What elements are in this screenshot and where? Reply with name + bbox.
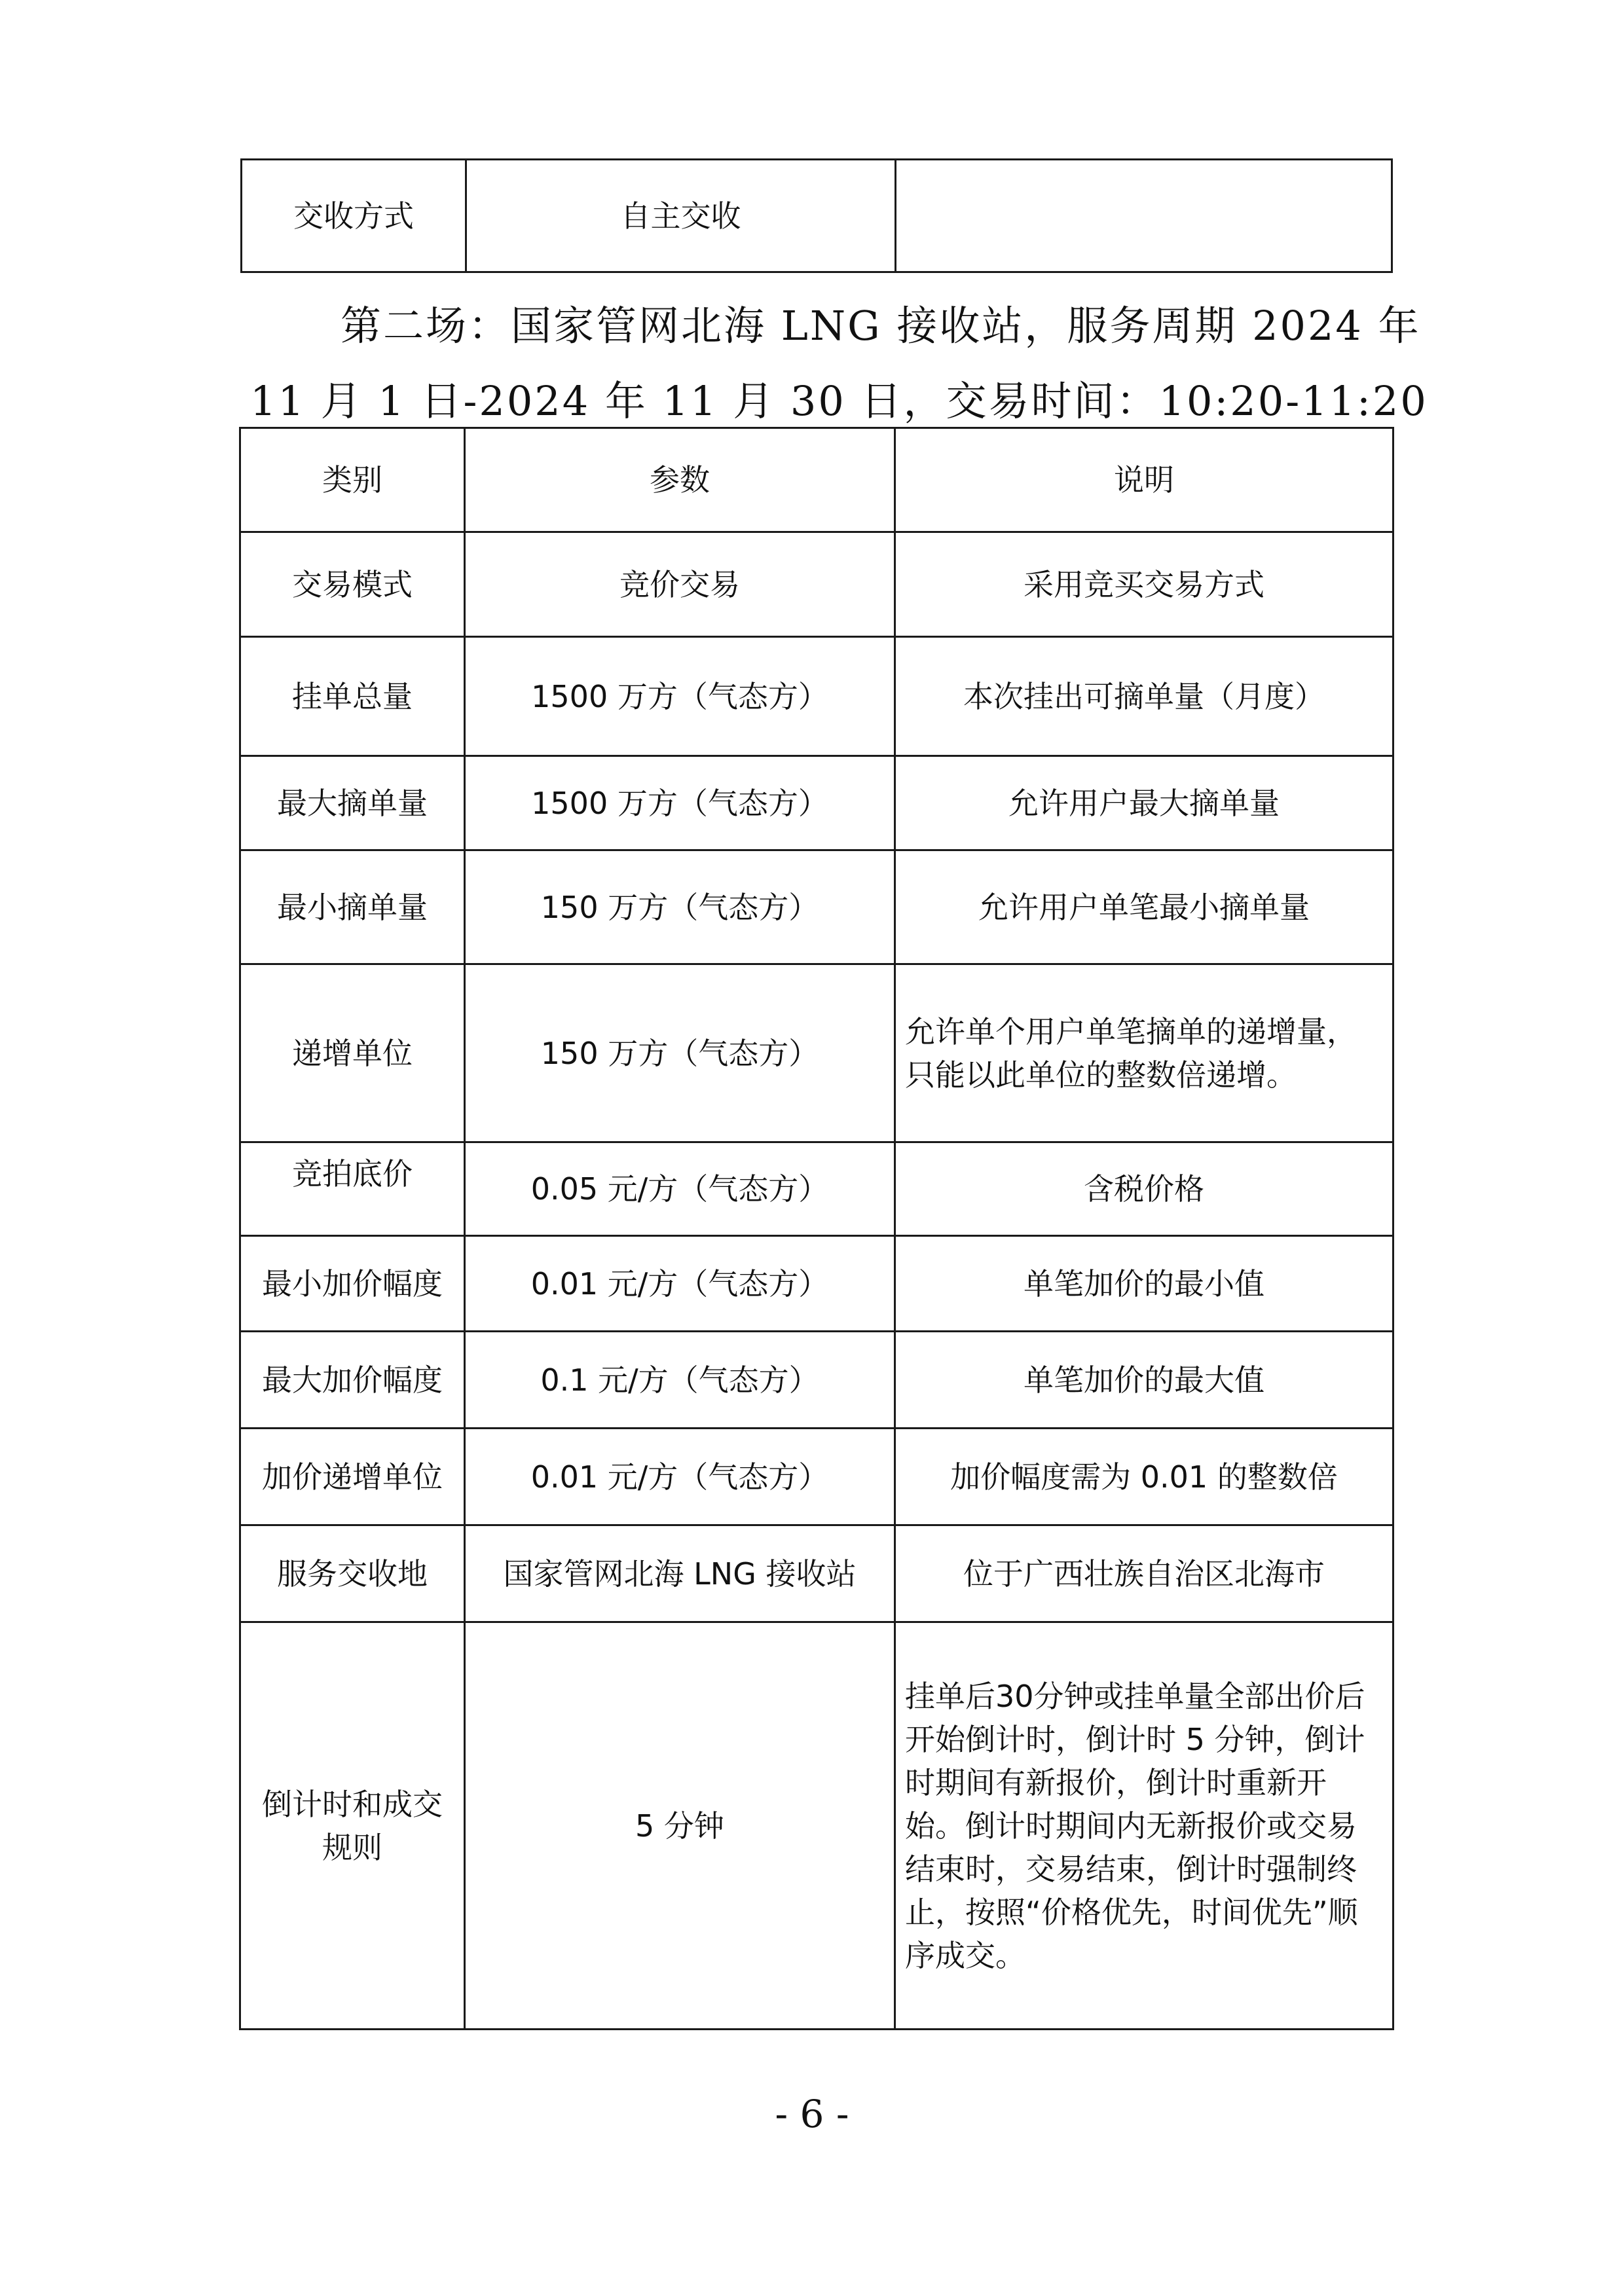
row-label: 加价递增单位 <box>240 1429 465 1525</box>
header-parameter: 参数 <box>465 428 895 532</box>
row-label: 竞拍底价 <box>240 1142 465 1236</box>
table-row <box>240 637 1393 756</box>
row-desc: 单笔加价的最小值 <box>895 1236 1393 1332</box>
row-label: 挂单总量 <box>240 637 465 756</box>
row-desc: 挂单后30分钟或挂单量全部出价后开始倒计时，倒计时 5 分钟，倒计时期间有新报价，倒计时重新开始。倒计时期间内无新报价或交易结束时，交易结束，倒计时强制终止，按照“价格优先，时间优先”顺序成交。 <box>895 1622 1393 2030</box>
row-label: 最小摘单量 <box>240 850 465 964</box>
table-row <box>240 1236 1393 1332</box>
row-label: 最大摘单量 <box>240 756 465 850</box>
row-desc <box>896 160 1392 272</box>
row-label: 倒计时和成交规则 <box>240 1622 465 2030</box>
table-row <box>240 756 1393 850</box>
table-row <box>240 850 1393 964</box>
row-label: 递增单位 <box>240 964 465 1142</box>
row-label: 交收方式 <box>242 160 466 272</box>
row-param: 150 万方（气态方） <box>465 964 895 1142</box>
table-row <box>240 1525 1393 1622</box>
page-number: - 6 - <box>775 2092 849 2136</box>
row-desc: 加价幅度需为 0.01 的整数倍 <box>895 1429 1393 1525</box>
row-desc: 本次挂出可摘单量（月度） <box>895 637 1393 756</box>
row-desc: 单笔加价的最大值 <box>895 1332 1393 1429</box>
row-param: 0.01 元/方（气态方） <box>465 1429 895 1525</box>
row-label: 最小加价幅度 <box>240 1236 465 1332</box>
table-row <box>240 1622 1393 2030</box>
row-desc: 允许用户最大摘单量 <box>895 756 1393 850</box>
row-param: 0.05 元/方（气态方） <box>465 1142 895 1236</box>
row-label: 交易模式 <box>240 532 465 637</box>
header-description: 说明 <box>895 428 1393 532</box>
section-heading-line1: 第二场：国家管网北海 LNG 接收站，服务周期 2024 年 <box>341 302 1421 350</box>
row-param: 0.01 元/方（气态方） <box>465 1236 895 1332</box>
row-param: 国家管网北海 LNG 接收站 <box>465 1525 895 1622</box>
row-param: 1500 万方（气态方） <box>465 637 895 756</box>
table-row <box>240 1142 1393 1236</box>
table-row <box>242 160 1392 272</box>
table-row <box>240 1332 1393 1429</box>
row-desc: 位于广西壮族自治区北海市 <box>895 1525 1393 1622</box>
header-category: 类别 <box>240 428 465 532</box>
row-param: 0.1 元/方（气态方） <box>465 1332 895 1429</box>
table-row <box>240 964 1393 1142</box>
row-desc: 允许用户单笔最小摘单量 <box>895 850 1393 964</box>
row-param: 5 分钟 <box>465 1622 895 2030</box>
table-row <box>240 532 1393 637</box>
table-row <box>240 1429 1393 1525</box>
row-label: 最大加价幅度 <box>240 1332 465 1429</box>
row-param: 1500 万方（气态方） <box>465 756 895 850</box>
row-label: 服务交收地 <box>240 1525 465 1622</box>
row-desc: 采用竞买交易方式 <box>895 532 1393 637</box>
table-header-row <box>240 428 1393 532</box>
row-desc: 允许单个用户单笔摘单的递增量，只能以此单位的整数倍递增。 <box>895 964 1393 1142</box>
section-heading-line2: 11 月 1 日-2024 年 11 月 30 日，交易时间：10:20-11:20 <box>250 377 1428 425</box>
row-param: 自主交收 <box>466 160 896 272</box>
row-desc: 含税价格 <box>895 1142 1393 1236</box>
trading-parameters-table <box>239 427 1394 2030</box>
row-param: 150 万方（气态方） <box>465 850 895 964</box>
delivery-method-table <box>240 158 1393 273</box>
row-param: 竞价交易 <box>465 532 895 637</box>
